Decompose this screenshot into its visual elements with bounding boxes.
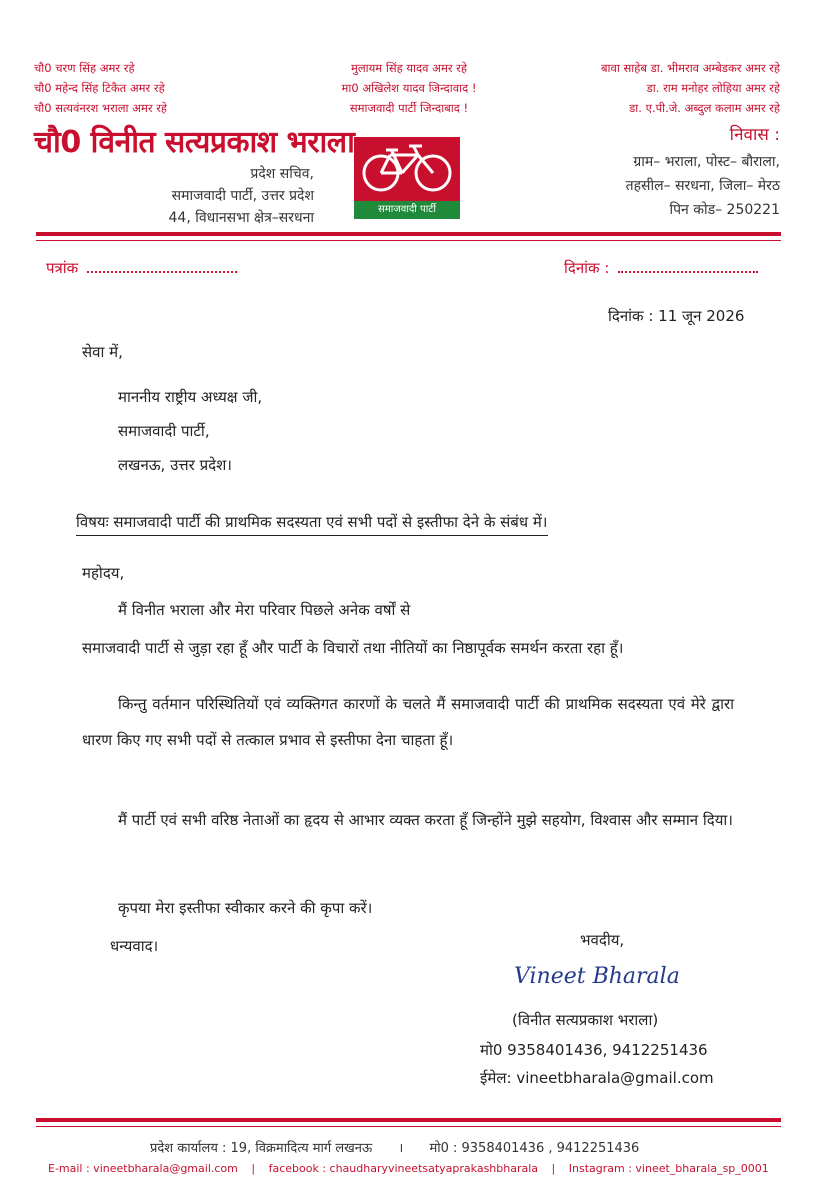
slogan-line: डा. राम मनोहर लोहिया अमर रहे <box>646 81 780 95</box>
slogans-right <box>601 58 780 118</box>
footer-rule-thin <box>36 1126 781 1127</box>
ref-dots <box>87 271 237 273</box>
slogan-line: चौ0 चरण सिंह अमर रहे <box>34 61 135 75</box>
closing: भवदीय, <box>580 931 625 949</box>
address-line: तहसील– सरधना, जिला– मेरठ <box>625 178 780 194</box>
address-line: पिन कोड– 250221 <box>669 202 780 218</box>
slogan-line: डा. ए.पी.जे. अब्दुल कलाम अमर रहे <box>629 101 780 115</box>
footer-bar: | <box>251 1162 256 1175</box>
party-logo <box>354 137 460 219</box>
header-rule-thin <box>36 240 781 241</box>
recipient-line: समाजवादी पार्टी, <box>118 422 210 440</box>
signer-name: (विनीत सत्यप्रकाश भराला) <box>512 1011 659 1029</box>
footer-email[interactable]: E-mail : vineetbharala@gmail.com <box>48 1162 238 1175</box>
para3: मैं पार्टी एवं सभी वरिष्ठ नेताओं का हृदय से आभार व्यक्त करता हूँ जिन्होंने मुझे सहयोग, विश्वास और सम्मान दिया। <box>118 811 733 829</box>
designation-line: प्रदेश सचिव, <box>250 166 314 182</box>
slogan-line: चौ0 सत्यवंनरश भराला अमर रहे <box>34 101 168 115</box>
designation-line: समाजवादी पार्टी, उत्तर प्रदेश <box>171 188 314 204</box>
footer-contacts <box>48 1162 769 1175</box>
recipient-line: माननीय राष्ट्रीय अध्यक्ष जी, <box>118 388 263 406</box>
slogan-line: समाजवादी पार्टी जिन्दाबाद ! <box>349 101 469 115</box>
ref-label: पत्रांक <box>46 259 79 277</box>
residence-label: निवास : <box>729 125 780 145</box>
slogan-line: मुलायम सिंह यादव अमर रहे <box>350 61 467 75</box>
date-label: दिनांक : <box>564 259 610 277</box>
date-dots <box>618 271 758 273</box>
recipient-block <box>118 380 262 482</box>
office-phone: मो0 : 9358401436 , 9412251436 <box>429 1141 640 1156</box>
recipient-line: लखनऊ, उत्तर प्रदेश। <box>118 456 232 474</box>
designation-line: 44, विधानसभा क्षेत्र–सरधना <box>168 210 314 226</box>
signer-email: ईमेल: vineetbharala@gmail.com <box>480 1069 714 1087</box>
footer-facebook[interactable]: facebook : chaudharyvineetsatyaprakashbharala <box>268 1162 539 1175</box>
slogan-line: बावा साहेब डा. भीमराव अम्बेडकर अमर रहे <box>600 61 780 75</box>
footer-instagram[interactable]: Instagram : vineet_bharala_sp_0001 <box>568 1162 769 1175</box>
para2: किन्तु वर्तमान परिस्थितियों एवं व्यक्तिगत कारणों के चलते मैं समाजवादी पार्टी की प्राथमिक सदस्यता एवं मेरे द्वारा धारण किए गए सभी पदों से तत्काल प्रभाव से इस्तीफा देना चाहता हूँ। <box>82 695 734 749</box>
footer-bar: | <box>551 1162 556 1175</box>
signer-mobile: मो0 9358401436, 9412251436 <box>480 1041 708 1059</box>
para4: कृपया मेरा इस्तीफा स्वीकार करने की कृपा करें। <box>118 899 373 917</box>
office-address: प्रदेश कार्यालय : 19, विक्रमादित्य मार्ग लखनऊ <box>150 1141 373 1156</box>
header-rule <box>36 232 781 236</box>
greeting: महोदय, <box>82 564 125 582</box>
designation-block <box>169 163 314 229</box>
footer-separator: । <box>398 1141 404 1156</box>
slogan-line: चौ0 महेन्द सिंह टिकैत अमर रहे <box>34 81 165 95</box>
subject-line: विषयः समाजवादी पार्टी की प्राथमिक सदस्यता एवं सभी पदों से इस्तीफा देने के संबंध में। <box>76 512 548 536</box>
thanks: धन्यवाद। <box>110 937 159 955</box>
slogans-center <box>325 58 493 118</box>
slogans-left <box>34 58 167 118</box>
slogan-line: मा0 अखिलेश यादव जिन्दावाद ! <box>341 81 477 95</box>
para1-line1: मैं विनीत भराला और मेरा परिवार पिछले अनेक वर्षों से <box>118 601 411 619</box>
letterhead-name: चौ0 विनीत सत्यप्रकाश भराला <box>34 125 355 160</box>
date-field <box>564 258 758 278</box>
para1-line2: समाजवादी पार्टी से जुड़ा रहा हूँ और पार्टी के विचारों तथा नीतियों का निष्ठापूर्वक समर्थन करता रहा हूँ। <box>82 639 624 657</box>
salutation-to: सेवा में, <box>82 343 123 361</box>
signature: Vineet Bharala <box>514 964 680 989</box>
logo-label: समाजवादी पार्टी <box>354 201 460 219</box>
bicycle-icon <box>354 137 460 201</box>
address-block <box>626 150 780 222</box>
footer-office <box>150 1138 639 1156</box>
address-line: ग्राम– भराला, पोस्ट– बौराला, <box>633 154 780 170</box>
letter-date: दिनांक : 11 जून 2026 <box>608 307 745 325</box>
footer-rule <box>36 1118 781 1122</box>
ref-field <box>46 258 237 278</box>
